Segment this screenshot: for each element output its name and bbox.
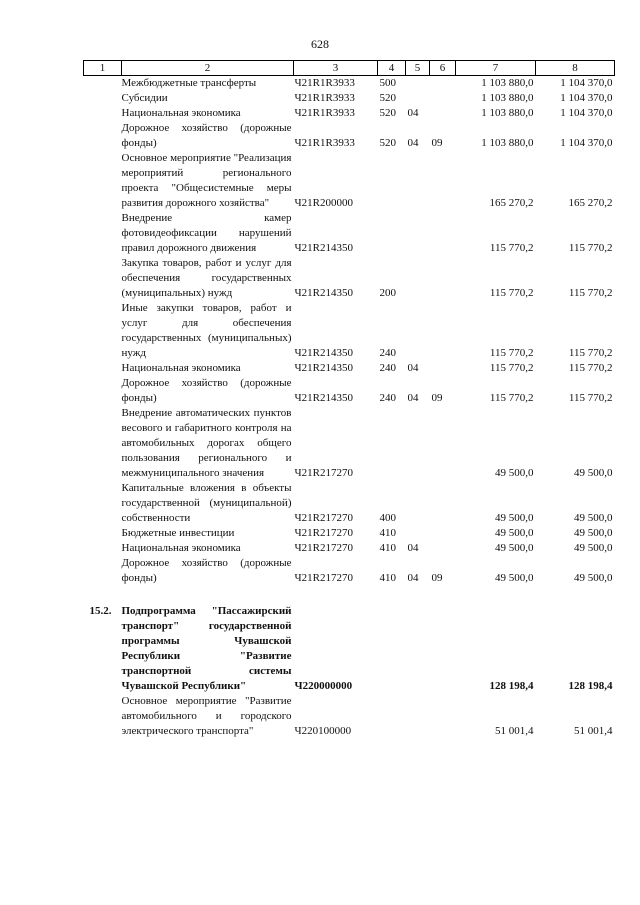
row-section-code: 04 bbox=[407, 392, 419, 404]
row-kind-code: 410 bbox=[379, 542, 396, 554]
spacer-cell bbox=[122, 586, 294, 604]
budget-table bbox=[83, 60, 615, 739]
table-row bbox=[84, 376, 615, 406]
row-name: Внедрение автоматических пунктов весового и габаритного контроля на автомобильных дорогах общего пользования регионального и межмуниципального значения bbox=[121, 407, 292, 479]
row-amount-year-2: 115 770,2 bbox=[568, 362, 613, 374]
row-section-code bbox=[406, 694, 430, 739]
row-amount-year-1: 1 103 880,0 bbox=[481, 137, 534, 149]
row-amount-year-1: 115 770,2 bbox=[489, 347, 534, 359]
row-name: Межбюджетные трансферты bbox=[121, 77, 257, 89]
spacer-cell bbox=[536, 586, 615, 604]
row-amount-year-2: 49 500,0 bbox=[574, 572, 613, 584]
row-kind-code bbox=[378, 151, 406, 211]
row-code: Ч21R214350 bbox=[294, 392, 353, 404]
row-amount-year-1: 115 770,2 bbox=[489, 362, 534, 374]
row-name: Дорожное хозяйство (дорожные фонды) bbox=[121, 377, 292, 404]
header-cell: 2 bbox=[122, 61, 294, 76]
row-kind-code: 410 bbox=[379, 572, 396, 584]
row-name: Национальная экономика bbox=[121, 542, 241, 554]
table-row bbox=[84, 106, 615, 121]
row-amount-year-2: 115 770,2 bbox=[568, 287, 613, 299]
row-section-code: 04 bbox=[407, 362, 419, 374]
row-section-code bbox=[406, 211, 430, 256]
row-amount-year-1: 49 500,0 bbox=[495, 542, 534, 554]
row-kind-code: 240 bbox=[379, 392, 396, 404]
row-kind-code: 500 bbox=[379, 77, 396, 89]
row-number bbox=[84, 556, 122, 586]
row-number bbox=[84, 526, 122, 541]
row-amount-year-2: 49 500,0 bbox=[574, 542, 613, 554]
row-code: Ч21R214350 bbox=[294, 362, 353, 374]
header-cell: 6 bbox=[430, 61, 456, 76]
row-code: Ч21R1R3933 bbox=[294, 77, 355, 89]
row-kind-code: 520 bbox=[379, 137, 396, 149]
row-subsection-code bbox=[430, 106, 456, 121]
row-section-code bbox=[406, 526, 430, 541]
row-section-code bbox=[406, 151, 430, 211]
row-code: Ч21R217270 bbox=[294, 467, 353, 479]
row-number bbox=[84, 376, 122, 406]
row-section-code bbox=[406, 301, 430, 361]
row-code: Ч21R214350 bbox=[294, 347, 353, 359]
row-code: Ч21R200000 bbox=[294, 197, 353, 209]
spacer-cell bbox=[456, 586, 536, 604]
spacer-cell bbox=[406, 586, 430, 604]
row-amount-year-1: 1 103 880,0 bbox=[481, 77, 534, 89]
row-code: Ч21R217270 bbox=[294, 527, 353, 539]
spacer-cell bbox=[378, 586, 406, 604]
row-name: Бюджетные инвестиции bbox=[121, 527, 235, 539]
table-row bbox=[84, 211, 615, 256]
row-amount-year-2: 51 001,4 bbox=[574, 725, 613, 737]
row-kind-code: 240 bbox=[379, 362, 396, 374]
spacer-cell bbox=[294, 586, 378, 604]
row-kind-code: 400 bbox=[379, 512, 396, 524]
table-row bbox=[84, 151, 615, 211]
row-code: Ч21R1R3933 bbox=[294, 107, 355, 119]
table-row bbox=[84, 604, 615, 694]
table-row bbox=[84, 361, 615, 376]
row-name: Основное мероприятие "Развитие автомобильного и городского электрического транспорта" bbox=[121, 695, 292, 737]
row-amount-year-2: 49 500,0 bbox=[574, 467, 613, 479]
row-subsection-code: 09 bbox=[431, 572, 443, 584]
row-subsection-code bbox=[430, 526, 456, 541]
row-section-code bbox=[406, 481, 430, 526]
row-number bbox=[84, 481, 122, 526]
row-section-code: 04 bbox=[407, 542, 419, 554]
row-kind-code: 240 bbox=[379, 347, 396, 359]
row-section-code bbox=[406, 604, 430, 694]
table-row bbox=[84, 694, 615, 739]
row-subsection-code bbox=[430, 406, 456, 481]
row-code: Ч220100000 bbox=[294, 725, 352, 737]
row-name: Основное мероприятие "Реализация мероприятий регионального проекта "Общесистемные меры развития дорожного хозяйства" bbox=[121, 152, 292, 209]
row-number bbox=[84, 211, 122, 256]
row-section-code bbox=[406, 406, 430, 481]
table-row bbox=[84, 91, 615, 106]
row-subsection-code bbox=[430, 694, 456, 739]
row-subsection-code bbox=[430, 481, 456, 526]
row-subsection-code: 09 bbox=[431, 137, 443, 149]
row-name: Внедрение камер фотовидеофиксации нарушений правил дорожного движения bbox=[121, 212, 292, 254]
row-number bbox=[84, 406, 122, 481]
table-row bbox=[84, 406, 615, 481]
row-number bbox=[84, 106, 122, 121]
row-subsection-code bbox=[430, 361, 456, 376]
row-name: Дорожное хозяйство (дорожные фонды) bbox=[121, 122, 292, 149]
row-amount-year-2: 1 104 370,0 bbox=[560, 107, 613, 119]
table-row bbox=[84, 121, 615, 151]
row-subsection-code bbox=[430, 301, 456, 361]
spacer-cell bbox=[84, 586, 122, 604]
row-amount-year-2: 49 500,0 bbox=[574, 527, 613, 539]
row-name: Национальная экономика bbox=[121, 107, 241, 119]
row-code: Ч21R217270 bbox=[294, 572, 353, 584]
row-amount-year-1: 49 500,0 bbox=[495, 512, 534, 524]
row-amount-year-1: 1 103 880,0 bbox=[481, 92, 534, 104]
row-amount-year-1: 128 198,4 bbox=[489, 680, 534, 692]
row-kind-code bbox=[378, 211, 406, 256]
row-subsection-code bbox=[430, 76, 456, 92]
row-amount-year-1: 49 500,0 bbox=[495, 572, 534, 584]
row-number bbox=[84, 541, 122, 556]
table-row bbox=[84, 526, 615, 541]
row-subsection-code bbox=[430, 256, 456, 301]
row-kind-code: 410 bbox=[379, 527, 396, 539]
row-amount-year-1: 51 001,4 bbox=[495, 725, 534, 737]
row-number bbox=[84, 301, 122, 361]
row-code: Ч21R214350 bbox=[294, 287, 353, 299]
row-subsection-code bbox=[430, 541, 456, 556]
row-subsection-code bbox=[430, 151, 456, 211]
row-number bbox=[84, 91, 122, 106]
row-amount-year-2: 165 270,2 bbox=[568, 197, 613, 209]
row-subsection-code bbox=[430, 211, 456, 256]
row-subsection-code bbox=[430, 604, 456, 694]
row-amount-year-2: 1 104 370,0 bbox=[560, 92, 613, 104]
row-subsection-code bbox=[430, 91, 456, 106]
row-name: Подпрограмма "Пассажирский транспорт" государственной программы Чувашской Республики "Развитие транспортной системы Чувашской Республики" bbox=[121, 605, 292, 692]
header-cell: 7 bbox=[456, 61, 536, 76]
row-code: Ч21R214350 bbox=[294, 242, 353, 254]
row-section-code: 04 bbox=[407, 107, 419, 119]
row-section-code bbox=[406, 91, 430, 106]
row-section-code bbox=[406, 76, 430, 92]
table-row bbox=[84, 556, 615, 586]
row-number bbox=[84, 694, 122, 739]
header-cell: 4 bbox=[378, 61, 406, 76]
row-kind-code: 520 bbox=[379, 92, 396, 104]
row-amount-year-1: 165 270,2 bbox=[489, 197, 534, 209]
row-spacer bbox=[84, 586, 615, 604]
row-kind-code bbox=[378, 604, 406, 694]
header-cell: 1 bbox=[84, 61, 122, 76]
row-section-code bbox=[406, 256, 430, 301]
row-amount-year-2: 115 770,2 bbox=[568, 242, 613, 254]
row-amount-year-1: 115 770,2 bbox=[489, 287, 534, 299]
row-amount-year-2: 1 104 370,0 bbox=[560, 137, 613, 149]
row-kind-code bbox=[378, 406, 406, 481]
row-amount-year-2: 128 198,4 bbox=[568, 680, 613, 692]
row-code: Ч21R1R3933 bbox=[294, 137, 355, 149]
table-row bbox=[84, 301, 615, 361]
row-name: Закупка товаров, работ и услуг для обеспечения государственных (муниципальных) нужд bbox=[121, 257, 292, 299]
row-amount-year-2: 1 104 370,0 bbox=[560, 77, 613, 89]
row-code: Ч21R1R3933 bbox=[294, 92, 355, 104]
row-kind-code bbox=[378, 694, 406, 739]
row-section-code: 04 bbox=[407, 137, 419, 149]
row-section-code: 04 bbox=[407, 572, 419, 584]
row-name: Иные закупки товаров, работ и услуг для обеспечения государственных (муниципальных) нужд bbox=[121, 302, 292, 359]
page-number: 628 bbox=[311, 37, 329, 51]
row-amount-year-2: 115 770,2 bbox=[568, 347, 613, 359]
row-amount-year-2: 49 500,0 bbox=[574, 512, 613, 524]
row-name: Субсидии bbox=[121, 92, 168, 104]
row-number bbox=[84, 121, 122, 151]
row-number bbox=[84, 361, 122, 376]
row-amount-year-1: 115 770,2 bbox=[489, 392, 534, 404]
row-code: Ч21R217270 bbox=[294, 542, 353, 554]
table-row bbox=[84, 256, 615, 301]
table-row bbox=[84, 541, 615, 556]
row-amount-year-1: 49 500,0 bbox=[495, 527, 534, 539]
header-cell: 3 bbox=[294, 61, 378, 76]
row-subsection-code: 09 bbox=[431, 392, 443, 404]
spacer-cell bbox=[430, 586, 456, 604]
row-number bbox=[84, 256, 122, 301]
row-amount-year-1: 1 103 880,0 bbox=[481, 107, 534, 119]
header-cell: 5 bbox=[406, 61, 430, 76]
row-code: Ч21R217270 bbox=[294, 512, 353, 524]
row-amount-year-1: 49 500,0 bbox=[495, 467, 534, 479]
table-header-row bbox=[84, 61, 615, 76]
row-code: Ч220000000 bbox=[294, 680, 353, 692]
header-cell: 8 bbox=[536, 61, 615, 76]
row-kind-code: 200 bbox=[379, 287, 396, 299]
row-kind-code: 520 bbox=[379, 107, 396, 119]
row-number bbox=[84, 151, 122, 211]
row-number bbox=[84, 76, 122, 92]
row-name: Капитальные вложения в объекты государственной (муниципальной) собственности bbox=[121, 482, 292, 524]
row-number: 15.2. bbox=[89, 605, 112, 617]
row-name: Национальная экономика bbox=[121, 362, 241, 374]
table-row bbox=[84, 76, 615, 92]
row-name: Дорожное хозяйство (дорожные фонды) bbox=[121, 557, 292, 584]
table-row bbox=[84, 481, 615, 526]
row-amount-year-1: 115 770,2 bbox=[489, 242, 534, 254]
row-amount-year-2: 115 770,2 bbox=[568, 392, 613, 404]
